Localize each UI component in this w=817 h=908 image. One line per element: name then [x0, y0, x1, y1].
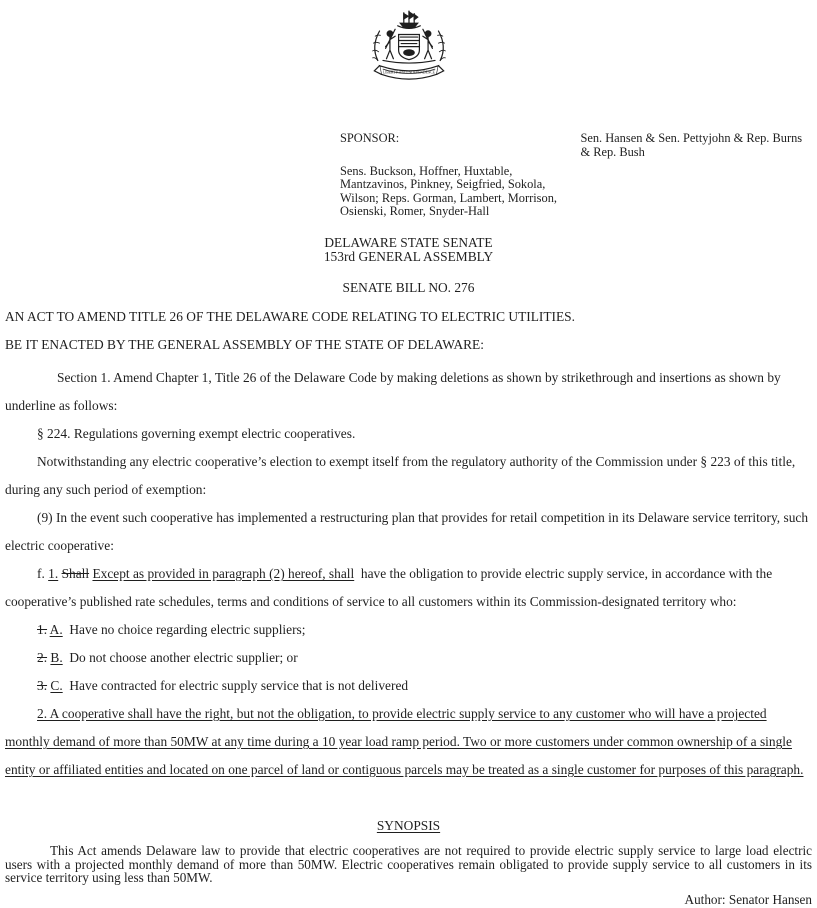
bill-paragraph-item-a: 1. A. Have no choice regarding electric suppliers; — [37, 621, 306, 637]
bill-paragraph-section1: Section 1. Amend Chapter 1, Title 26 of the Delaware Code by making deletions as shown by strikethrough and insertions as shown by underline as follows: — [5, 369, 781, 413]
bill-paragraph-item-b: 2. B. Do not choose another electric supplier; or — [37, 649, 298, 665]
bill-paragraph-f1: f. 1. Shall Except as provided in paragraph (2) hereof, shall have the obligation to provide electric supply service, in accordance with the cooperative’s published rate schedules, terms and conditions of service to all customers within its Commission-designated territory who: — [5, 565, 773, 609]
synopsis-text: This Act amends Delaware law to provide that electric cooperatives are not required to provide electric supply service to large load electric users with a projected monthly demand of more than 50MW. Electric cooperatives remain obligated to provide supply service to all customers in its service territory using less than 50MW. — [5, 842, 812, 886]
chamber-title: DELAWARE STATE SENATE — [324, 234, 493, 250]
sponsor-left-column — [340, 132, 580, 219]
cosponsor-line: Wilson; Reps. Gorman, Lambert, Morrison, — [340, 190, 557, 205]
act-title: AN ACT TO AMEND TITLE 26 OF THE DELAWARE CODE RELATING TO ELECTRIC UTILITIES. — [5, 308, 575, 324]
cosponsor-list — [340, 165, 580, 219]
enacting-clause: BE IT ENACTED BY THE GENERAL ASSEMBLY OF THE STATE OF DELAWARE: — [5, 336, 484, 352]
delaware-state-seal — [357, 8, 461, 106]
bill-number: SENATE BILL NO. 276 — [342, 279, 475, 295]
bill-paragraph-2-insertion: 2. A cooperative shall have the right, but not the obligation, to provide electric supply service to any customer who will have a projected monthly demand of more than 50MW at any time during a 10 year load ramp period. Two or more customers under common ownership of a single entity or affiliated entities and located on one parcel of land or contiguous parcels may be treated as a single customer for purposes of this paragraph. — [5, 705, 804, 777]
bill-paragraph-notwithstanding: Notwithstanding any electric cooperative’s election to exempt itself from the regulatory authority of the Commission under § 223 of this title, during any such period of exemption: — [5, 453, 796, 497]
author-line: Author: Senator Hansen — [684, 891, 812, 907]
chamber-block — [5, 236, 812, 265]
cosponsor-line: Mantzavinos, Pinkney, Seigfried, Sokola, — [340, 177, 546, 192]
sponsor-header — [5, 132, 812, 219]
synopsis-heading: SYNOPSIS — [376, 817, 441, 833]
seal-container — [5, 8, 812, 110]
assembly-title: 153rd GENERAL ASSEMBLY — [323, 249, 494, 265]
cosponsor-line: Osienski, Romer, Snyder-Hall — [340, 204, 490, 219]
bill-paragraph-item-c: 3. C. Have contracted for electric supply service that is not delivered — [37, 677, 409, 693]
sponsor-label: SPONSOR: — [340, 131, 400, 145]
primary-sponsors: Sen. Hansen & Sen. Pettyjohn & Rep. Burns & Rep. Bush — [580, 131, 803, 159]
svg-text:LIBERTY AND INDEPENDENCE: LIBERTY AND INDEPENDENCE — [382, 70, 435, 75]
cosponsor-line: Sens. Buckson, Hoffner, Huxtable, — [340, 163, 513, 178]
bill-body — [5, 364, 812, 784]
bill-paragraph-224: § 224. Regulations governing exempt electric cooperatives. — [37, 425, 356, 441]
bill-paragraph-9: (9) In the event such cooperative has implemented a restructuring plan that provides for retail competition in its Delaware service territory, such electric cooperative: — [5, 509, 809, 553]
